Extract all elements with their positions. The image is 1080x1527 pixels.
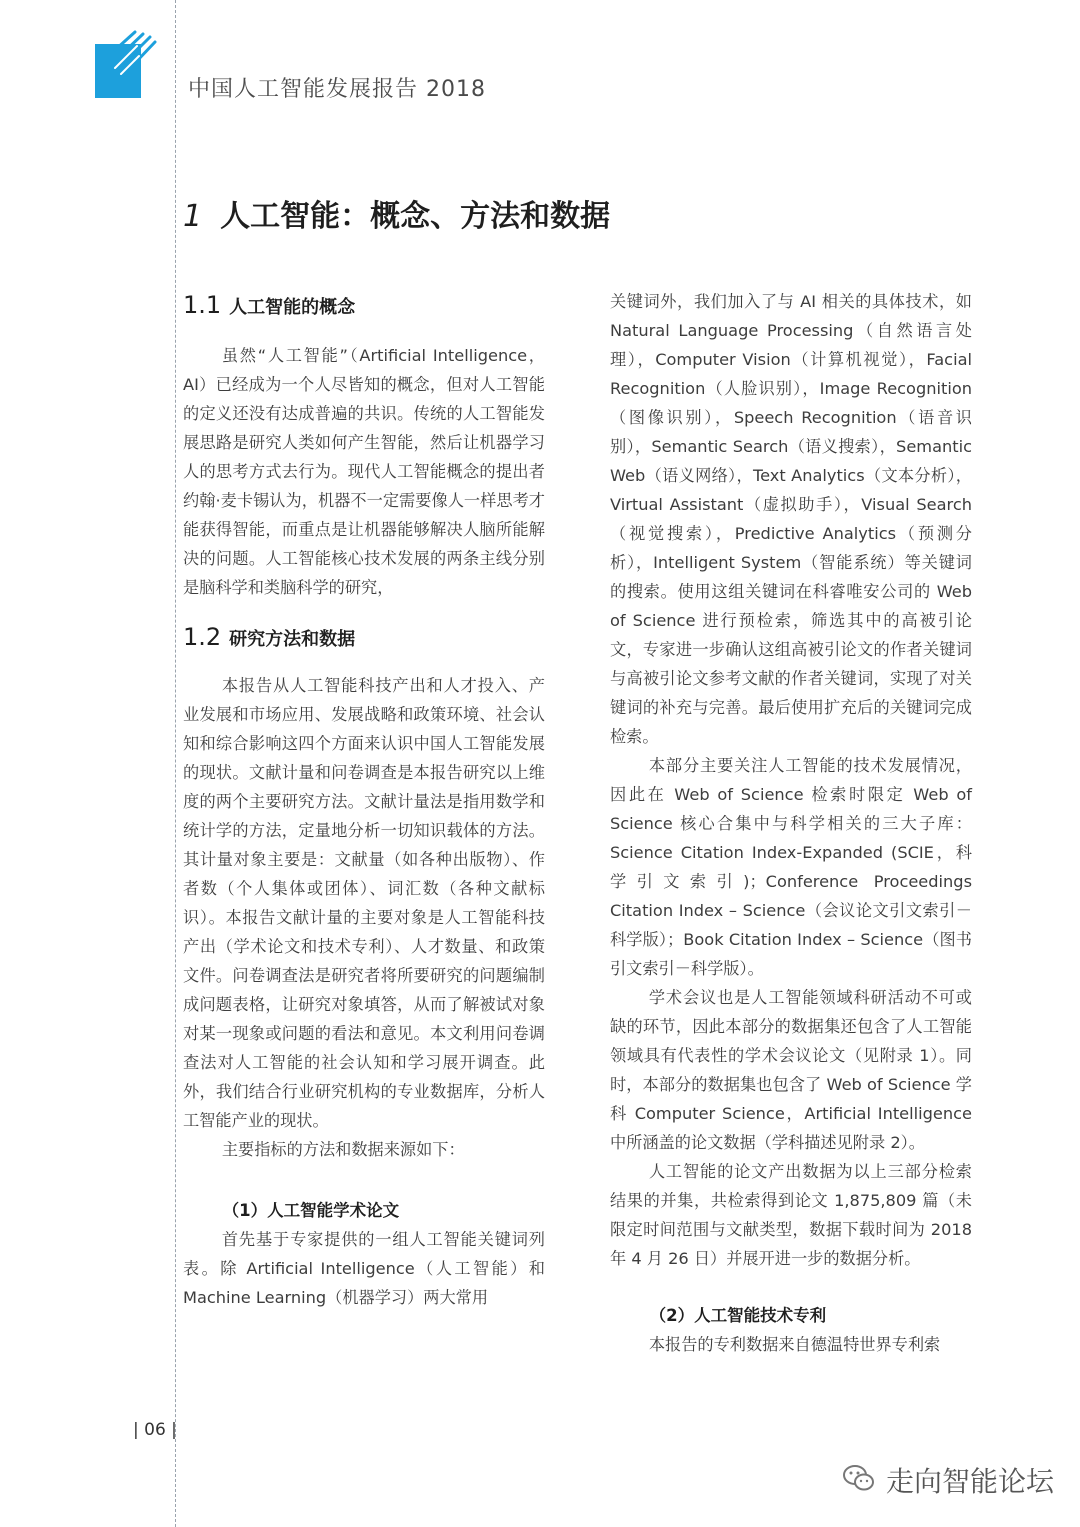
report-logo xyxy=(95,28,157,98)
section-number: 1.1 xyxy=(183,291,222,319)
running-header: 中国人工智能发展报告 2018 xyxy=(188,77,486,102)
subsection-heading-papers: （1）人工智能学术论文 xyxy=(222,1201,400,1220)
paragraph: 关键词外，我们加入了与 AI 相关的具体技术，如 Natural Language Processing（自然语言处理），Computer Vision（计算机视觉），Facial Recognition（人脸识别），Image Recognition（图像识别），Speech Recognition（语音识别），Semantic Search（语义搜索），Semantic Web（语义网络），Text Analytics（文本分析），Virtual Assistant（虚拟助手），Visual Search（视觉搜索），Predictive Analytics（预测分析），Intelligent System（智能系统）等关键词的搜索。使用这组关键词在科睿唯安公司的 Web of Science 进行预检索，筛选其中的高被引论文，专家进一步确认这组高被引论文的作者关键词与高被引论文参考文献的作者关键词，实现了对关键词的补充与完善。最后使用扩充后的关键词完成检索。 xyxy=(610,292,972,746)
section-number: 1.2 xyxy=(183,623,222,651)
paragraph: 虽然“人工智能”（Artificial Intelligence，AI）已经成为一个人尽皆知的概念，但对人工智能的定义还没有达成普遍的共识。传统的人工智能发展思路是研究人类如何产生智能，然后让机器学习人的思考方式去行为。现代人工智能概念的提出者约翰·麦卡锡认为，机器不一定需要像人一样思考才能获得智能，而重点是让机器能够解决人脑所能解决的问题。人工智能核心技术发展的两条主线分别是脑科学和类脑科学的研究， xyxy=(183,346,545,597)
page-number: | 06 | xyxy=(133,1420,177,1440)
margin-rule xyxy=(175,0,176,1527)
paragraph: 人工智能的论文产出数据为以上三部分检索结果的并集，共检索得到论文 1,875,809 篇（未限定时间范围与文献类型，数据下载时间为 2018 年 4 月 26 日）并展开进一步的数据分析。 xyxy=(610,1162,972,1268)
paragraph: 本报告的专利数据来自德温特世界专利索 xyxy=(648,1335,941,1354)
watermark-text: 走向智能论坛 xyxy=(886,1465,1055,1498)
paragraph: 本报告从人工智能科技产出和人才投入、产业发展和市场应用、发展战略和政策环境、社会认知和综合影响这四个方面来认识中国人工智能发展的现状。文献计量和问卷调查是本报告研究以上维度的两个主要研究方法。文献计量法是指用数学和统计学的方法，定量地分析一切知识载体的方法。其计量对象主要是：文献量（如各种出版物）、作者数（个人集体或团体）、词汇数（各种文献标识）。本报告文献计量的主要对象是人工智能科技产出（学术论文和技术专利）、人才数量、和政策文件。问卷调查法是研究者将所要研究的问题编制成问题表格，让研究对象填答，从而了解被试对象对某一现象或问题的看法和意见。本文利用问卷调查法对人工智能的社会认知和学习展开调查。此外，我们结合行业研究机构的专业数据库，分析人工智能产业的现状。 xyxy=(183,676,545,1130)
paragraph: 学术会议也是人工智能领域科研活动不可或缺的环节，因此本部分的数据集还包含了人工智能领域具有代表性的学术会议论文（见附录 1）。同时，本部分的数据集也包含了 Web of Science 学科 Computer Science，Artificial Intelligence 中所涵盖的论文数据（学科描述见附录 2）。 xyxy=(610,988,972,1152)
section-title: 人工智能的概念 xyxy=(229,297,356,318)
paragraph: 首先基于专家提供的一组人工智能关键词列表。除 Artificial Intelligence（人工智能）和 Machine Learning（机器学习）两大常用 xyxy=(183,1230,545,1307)
paragraph: 本部分主要关注人工智能的技术发展情况，因此在 Web of Science 检索时限定 Web of Science 核心合集中与科学相关的三大子库：Science Citation Index-Expanded (SCIE，科学引文索引)；Conference Proceedings Citation Index – Science（会议论文引文索引－科学版）；Book Citation Index – Science（图书引文索引－科学版）。 xyxy=(610,756,972,978)
left-column xyxy=(183,290,545,1312)
chapter-number: 1 xyxy=(183,199,203,234)
section-heading-1-2 xyxy=(183,622,545,655)
paragraph: 主要指标的方法和数据来源如下： xyxy=(221,1140,465,1159)
right-column xyxy=(610,287,972,1359)
subsection-heading-patents: （2）人工智能技术专利 xyxy=(649,1306,827,1325)
section-title: 研究方法和数据 xyxy=(229,629,356,650)
chapter-title: 人工智能：概念、方法和数据 xyxy=(220,199,611,234)
section-heading-1-1 xyxy=(183,290,545,323)
chapter-heading xyxy=(183,191,610,235)
wechat-icon xyxy=(842,1463,876,1497)
watermark xyxy=(842,1460,1054,1500)
